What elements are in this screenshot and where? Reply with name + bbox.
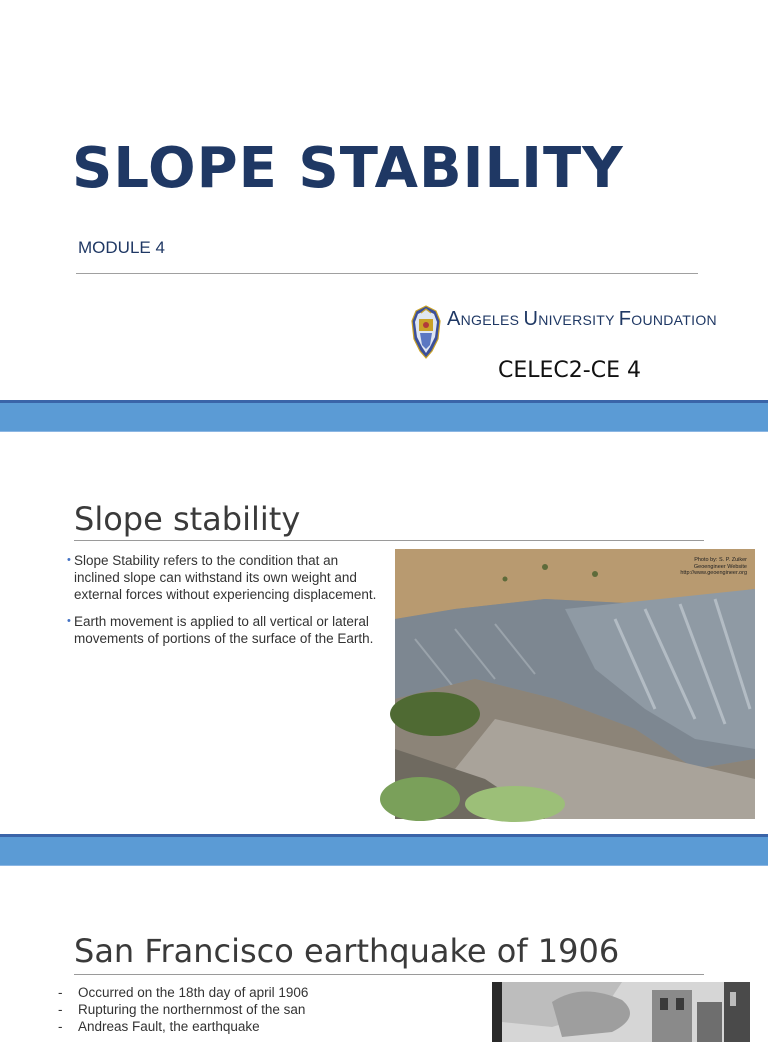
slide-title: SLOPE STABILITY <box>72 136 624 201</box>
list-item: - Occurred on the 18th day of april 1906 <box>58 985 309 1000</box>
module-subtitle: MODULE 4 <box>78 238 165 257</box>
heading-divider <box>74 974 704 975</box>
slope-landscape-image <box>395 549 755 819</box>
bullet-list <box>68 552 386 657</box>
slope-photo <box>395 549 755 819</box>
list-item: - Andreas Fault, the earthquake <box>58 1019 260 1034</box>
slide-separator-bar <box>0 400 768 432</box>
slide-heading: Slope stability <box>74 500 301 538</box>
earthquake-slide <box>0 866 768 1034</box>
heading-divider <box>74 540 704 541</box>
photo-credit: Photo by: S. P. Zuiker Geoengineer Website http://www.geoengineer.org <box>680 557 747 576</box>
list-item: • Slope Stability refers to the condition that an inclined slope can withstand its own weight and external forces without experiencing displacement. <box>67 553 377 602</box>
dash-list <box>58 984 308 1035</box>
course-code: CELEC2-CE 4 <box>498 358 641 383</box>
slide-separator-bar <box>0 834 768 866</box>
list-item: - Rupturing the northernmost of the san <box>58 1002 306 1017</box>
title-divider <box>76 273 698 274</box>
logo-word-3: FOUNDATION <box>618 308 717 330</box>
earthquake-photo <box>492 982 750 1042</box>
earthquake-ruins-image <box>492 982 750 1042</box>
title-slide <box>0 0 768 400</box>
bullet-icon: • <box>67 554 71 566</box>
university-seal-icon <box>410 305 442 359</box>
university-name <box>447 308 717 331</box>
slope-stability-slide <box>0 432 768 834</box>
slide-heading: San Francisco earthquake of 1906 <box>74 932 620 970</box>
logo-word-2: UNIVERSITY <box>523 308 619 330</box>
logo-word-1: ANGELES <box>447 308 524 330</box>
bullet-icon: • <box>67 615 71 627</box>
list-item: • Earth movement is applied to all vertical or lateral movements of portions of the surface of the Earth. <box>67 614 374 646</box>
